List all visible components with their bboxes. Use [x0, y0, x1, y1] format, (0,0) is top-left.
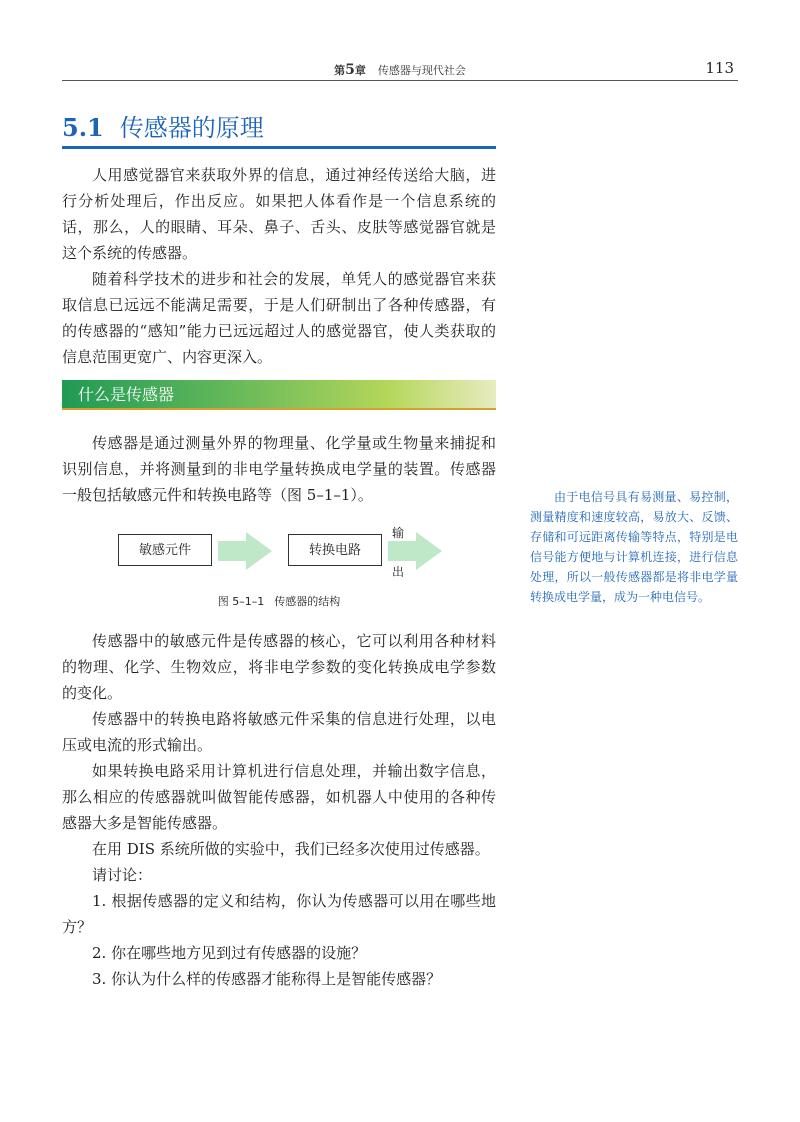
output-label-bottom: 出 [392, 565, 405, 579]
running-header [0, 62, 800, 78]
figure-caption-text: 传感器的结构 [274, 595, 341, 608]
body-paragraph-2: 传感器中的转换电路将敏感元件采集的信息进行处理，以电压或电流的形式输出。 [62, 710, 496, 754]
page-number: 113 [705, 59, 734, 77]
figure-caption [62, 593, 496, 609]
chapter-prefix: 第 [334, 64, 346, 77]
sensitive-element-box: 敏感元件 [118, 534, 212, 566]
header-divider [62, 80, 738, 81]
section-title-underline [62, 146, 496, 149]
subheading-what-is-sensor: 什么是传感器 [62, 380, 496, 410]
body-paragraph-1: 传感器中的敏感元件是传感器的核心，它可以利用各种材料的物理、化学、生物效应，将非电学参数的变化转换成电学参数的变化。 [62, 632, 496, 702]
figure-caption-label: 图 5–1–1 [217, 595, 265, 608]
section-number: 5.1 [62, 113, 104, 142]
discussion-question-2: 2. 你在哪些地方见到过有传感器的设施？ [92, 944, 367, 962]
body-paragraph-3: 如果转换电路采用计算机进行信息处理，并输出数字信息，那么相应的传感器就叫做智能传感器，如机器人中使用的各种传感器大多是智能传感器。 [62, 762, 496, 832]
section-title [62, 108, 496, 143]
margin-note: 由于电信号具有易测量、易控制，测量精度和速度较高，易放大、反馈、存储和可远距离传输等特点，特别是电信号能方便地与计算机连接，进行信息处理，所以一般传感器都是将非电学量转换成电学量，成为一种电信号。 [530, 490, 738, 604]
discussion-question-3: 3. 你认为什么样的传感器才能称得上是智能传感器？ [92, 970, 442, 988]
discussion-question-1: 1. 根据传感器的定义和结构，你认为传感器可以用在哪些地方？ [62, 892, 496, 936]
arrow-to-circuit-icon [216, 530, 274, 572]
intro-paragraph-2: 随着科学技术的进步和社会的发展，单凭人的感觉器官来获取信息已远远不能满足需要，于是人们研制出了各种传感器，有的传感器的“感知”能力已远远超过人的感觉器官，使人类获取的信息范围更宽广、内容更深入。 [62, 270, 496, 366]
chapter-title: 传感器与现代社会 [377, 64, 466, 77]
intro-paragraph-1: 人用感觉器官来获取外界的信息，通过神经传送给大脑，进行分析处理后，作出反应。如果把人体看作是一个信息系统的话，那么，人的眼睛、耳朵、鼻子、舌头、皮肤等感觉器官就是这个系统的传感器。 [62, 166, 496, 262]
chapter-number: 5 [345, 62, 355, 78]
section-title-text: 传感器的原理 [119, 114, 264, 142]
conversion-circuit-box: 转换电路 [288, 534, 382, 566]
chapter-suffix: 章 [354, 64, 366, 77]
output-label-top: 输 [392, 526, 405, 540]
body-paragraph-4: 在用 DIS 系统所做的实验中，我们已经多次使用过传感器。 [92, 840, 490, 858]
definition-paragraph: 传感器是通过测量外界的物理量、化学量或生物量来捕捉和识别信息，并将测量到的非电学量转换成电学量的装置。传感器一般包括敏感元件和转换电路等（图 5–1–1）。 [62, 434, 496, 504]
discussion-prompt: 请讨论： [92, 866, 153, 884]
